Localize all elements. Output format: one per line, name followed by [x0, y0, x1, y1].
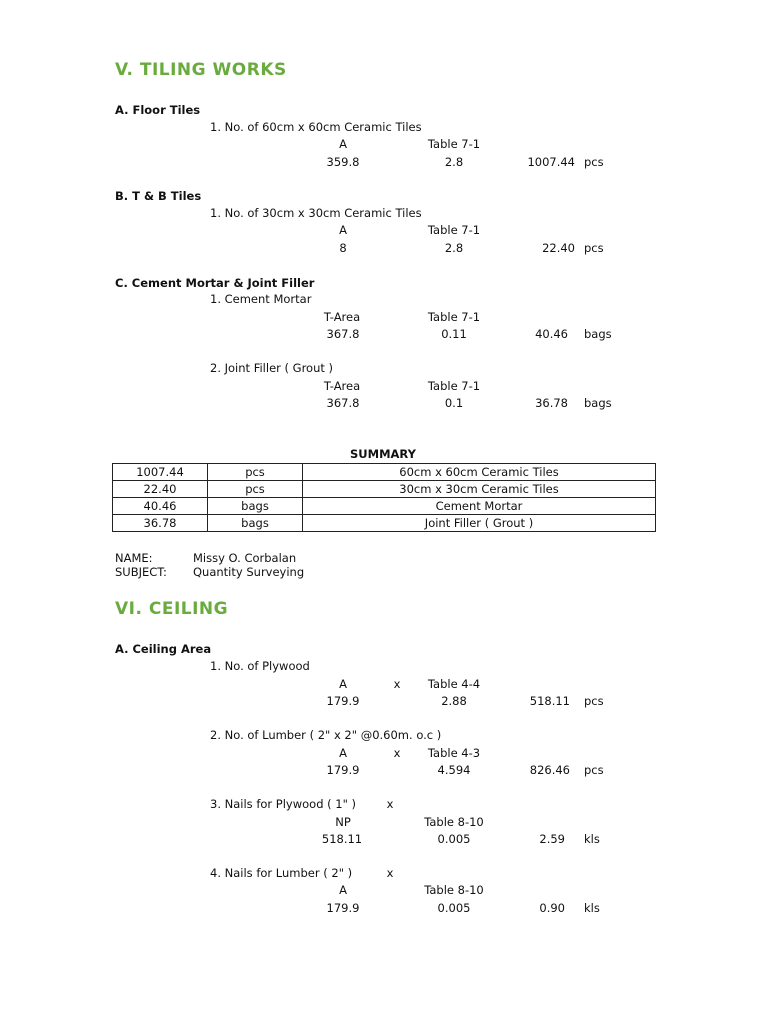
summary-title: SUMMARY [350, 447, 416, 461]
name-value: Missy O. Corbalan [193, 551, 297, 565]
subject-value: Quantity Surveying [193, 565, 305, 579]
value-cell: 179.9 [326, 763, 360, 777]
table-row [113, 515, 656, 532]
unit-label: pcs [584, 763, 604, 777]
unit-label: bags [584, 327, 612, 341]
section-title-ceiling: VI. CEILING [115, 599, 229, 619]
value-cell: 2.8 [444, 155, 464, 169]
multiply-sign: x [393, 746, 401, 760]
column-header: Table 7-1 [427, 137, 481, 151]
result-value: 36.78 [535, 396, 568, 410]
item-label: 1. Cement Mortar [210, 292, 312, 306]
value-cell: 179.9 [326, 694, 360, 708]
value-cell: 0.11 [441, 327, 467, 341]
summary-unit: bags [208, 498, 303, 515]
subject-label: SUBJECT: [115, 565, 167, 579]
name-label: NAME: [115, 551, 153, 565]
subsection-heading-floor-tiles: A. Floor Tiles [115, 103, 201, 117]
value-cell: 4.594 [437, 763, 471, 777]
summary-description: 30cm x 30cm Ceramic Tiles [303, 481, 656, 498]
table-row [113, 464, 656, 481]
result-value: 0.90 [539, 901, 565, 915]
item-label: 1. No. of Plywood [210, 659, 310, 673]
column-header: Table 8-10 [424, 883, 484, 897]
unit-label: pcs [584, 241, 604, 255]
result-value: 40.46 [535, 327, 568, 341]
subsection-heading-cement-mortar: C. Cement Mortar & Joint Filler [115, 276, 315, 290]
item-label: 2. No. of Lumber ( 2" x 2" @0.60m. o.c ) [210, 728, 442, 742]
column-header: Table 8-10 [424, 815, 484, 829]
column-header: Table 7-1 [427, 223, 481, 237]
section-title-tiling: V. TILING WORKS [115, 60, 287, 80]
unit-label: bags [584, 396, 612, 410]
item-label: 1. No. of 30cm x 30cm Ceramic Tiles [210, 206, 422, 220]
summary-unit: pcs [208, 481, 303, 498]
result-value: 2.59 [539, 832, 565, 846]
value-cell: 367.8 [326, 396, 360, 410]
column-header: NP [335, 815, 351, 829]
value-cell: 0.1 [444, 396, 464, 410]
column-header: T-Area [323, 310, 361, 324]
value-cell: 359.8 [326, 155, 360, 169]
unit-label: pcs [584, 694, 604, 708]
column-header: A [339, 223, 347, 237]
column-header: A [339, 883, 347, 897]
summary-qty: 36.78 [113, 515, 208, 532]
column-header: A [339, 137, 347, 151]
summary-unit: pcs [208, 464, 303, 481]
value-cell: 2.88 [441, 694, 467, 708]
summary-description: Joint Filler ( Grout ) [303, 515, 656, 532]
summary-description: Cement Mortar [303, 498, 656, 515]
result-value: 22.40 [542, 241, 575, 255]
result-value: 518.11 [529, 694, 570, 708]
multiply-sign: x [386, 797, 394, 811]
subsection-heading-tb-tiles: B. T & B Tiles [115, 189, 202, 203]
table-row [113, 481, 656, 498]
result-value: 1007.44 [527, 155, 575, 169]
value-cell: 0.005 [437, 832, 471, 846]
value-cell: 8 [339, 241, 347, 255]
summary-table [112, 463, 656, 532]
value-cell: 518.11 [321, 832, 363, 846]
column-header: Table 7-1 [427, 379, 481, 393]
column-header: Table 7-1 [427, 310, 481, 324]
summary-qty: 40.46 [113, 498, 208, 515]
column-header: A [339, 746, 347, 760]
unit-label: pcs [584, 155, 604, 169]
multiply-sign: x [393, 677, 401, 691]
column-header: T-Area [323, 379, 361, 393]
summary-description: 60cm x 60cm Ceramic Tiles [303, 464, 656, 481]
column-header: Table 4-4 [427, 677, 481, 691]
subsection-heading-ceiling-area: A. Ceiling Area [115, 642, 212, 656]
column-header: Table 4-3 [427, 746, 481, 760]
result-value: 826.46 [529, 763, 570, 777]
value-cell: 2.8 [444, 241, 464, 255]
multiply-sign: x [386, 866, 394, 880]
value-cell: 0.005 [437, 901, 471, 915]
unit-label: kls [584, 832, 600, 846]
summary-qty: 22.40 [113, 481, 208, 498]
item-label: 3. Nails for Plywood ( 1" ) [210, 797, 357, 811]
item-label: 2. Joint Filler ( Grout ) [210, 361, 334, 375]
summary-qty: 1007.44 [113, 464, 208, 481]
column-header: A [339, 677, 347, 691]
item-label: 1. No. of 60cm x 60cm Ceramic Tiles [210, 120, 422, 134]
unit-label: kls [584, 901, 600, 915]
summary-unit: bags [208, 515, 303, 532]
table-row [113, 498, 656, 515]
value-cell: 367.8 [326, 327, 360, 341]
value-cell: 179.9 [326, 901, 360, 915]
item-label: 4. Nails for Lumber ( 2" ) [210, 866, 353, 880]
